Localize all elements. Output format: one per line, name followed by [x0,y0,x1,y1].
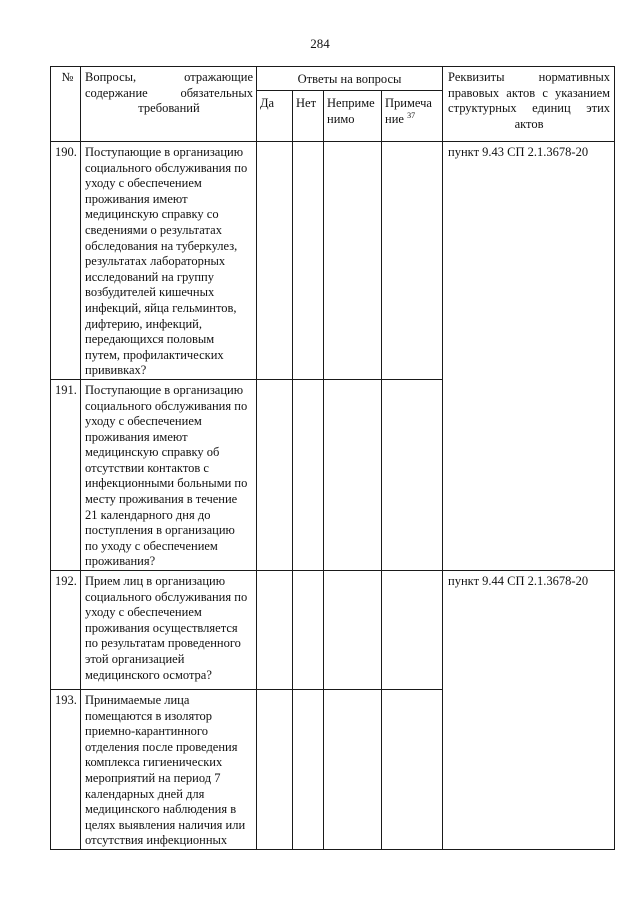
header-yes [257,91,293,142]
header-num-cell [51,67,81,142]
reference-text: пункт 9.43 СП 2.1.3678-20 [448,145,589,159]
answer-na-cell[interactable] [324,379,382,570]
header-no-label: Нет [296,96,317,110]
answer-na-cell[interactable] [324,142,382,380]
header-ref-line: структурных единиц этих [448,101,611,116]
header-row [51,67,615,91]
answer-no-cell[interactable] [293,571,324,690]
answer-yes-cell[interactable] [257,142,293,380]
table-row [51,571,615,690]
header-yes-label: Да [260,96,275,110]
answer-yes-cell[interactable] [257,379,293,570]
header-question-line: Вопросы, отражающие [85,70,253,84]
answer-note-cell[interactable] [382,379,443,570]
question-cell [81,379,257,570]
header-question-cell [81,67,257,142]
header-reference-cell [443,67,615,142]
question-cell [81,142,257,380]
answer-note-cell[interactable] [382,142,443,380]
question-cell [81,690,257,850]
question-cell [81,571,257,690]
answer-yes-cell[interactable] [257,690,293,850]
footnote-marker: 37 [407,110,416,120]
reference-cell [443,142,615,571]
header-note-text: ние [385,111,404,126]
header-note [382,91,443,142]
header-note-line: Примеча [385,96,432,110]
question-text: Поступающие в организацию социального обслуживания по уходу с обеспечением проживания имеют медицинскую справку со сведениями о результатах обследования на туберкулез, результатах лабораторных исследований на группу возбудителей кишечных инфекций, яйца гельминтов, дифтерию, инфекций, передающихся половым путем, профилактических прививках? [85,145,248,378]
header-note-line [385,112,440,128]
question-text: Поступающие в организацию социального обслуживания по уходу с обеспечением проживания имеют медицинскую справку об отсутствии контактов с инфекционными больными по месту проживания в течение 21 календарного дня до поступления в организацию по уходу с обеспечением проживания? [85,382,248,569]
header-num: № [61,70,74,84]
row-number: 190. [51,142,81,380]
header-question-line: требований [138,101,200,116]
answer-yes-cell[interactable] [257,571,293,690]
header-answers [257,67,443,91]
reference-cell [443,571,615,850]
header-no [293,91,324,142]
answer-no-cell[interactable] [293,142,324,380]
header-na-line: Неприме [327,96,375,110]
answer-no-cell[interactable] [293,379,324,570]
header-question-line: содержание обязательных [85,85,253,100]
answer-na-cell[interactable] [324,690,382,850]
row-number: 191. [51,379,81,570]
header-answers-label: Ответы на вопросы [297,72,402,86]
question-text: Прием лиц в организацию социального обслуживания по уходу с обеспечением проживания осуществляется по результатам проведенного этой организацией медицинского осмотра? [85,574,248,682]
header-not-applicable [324,91,382,142]
answer-na-cell[interactable] [324,571,382,690]
header-ref-line: правовых актов с указанием [448,85,611,100]
header-ref-line: актов [514,116,544,131]
answer-note-cell[interactable] [382,571,443,690]
header-ref-line: Реквизиты нормативных [448,70,611,84]
row-number: 193. [51,690,81,850]
table-row [51,142,615,380]
answer-note-cell[interactable] [382,690,443,850]
page-number: 284 [310,36,330,51]
row-number: 192. [51,571,81,690]
reference-text: пункт 9.44 СП 2.1.3678-20 [448,574,589,589]
question-text: Принимаемые лица помещаются в изолятор приемно-карантинного отделения после проведения комплекса гигиенических мероприятий на период 7 календарных дней для медицинского наблюдения в целях выявления наличия или отсутствия инфекционных [85,693,246,848]
checklist-table [50,66,615,850]
header-na-line: нимо [327,111,355,126]
answer-no-cell[interactable] [293,690,324,850]
